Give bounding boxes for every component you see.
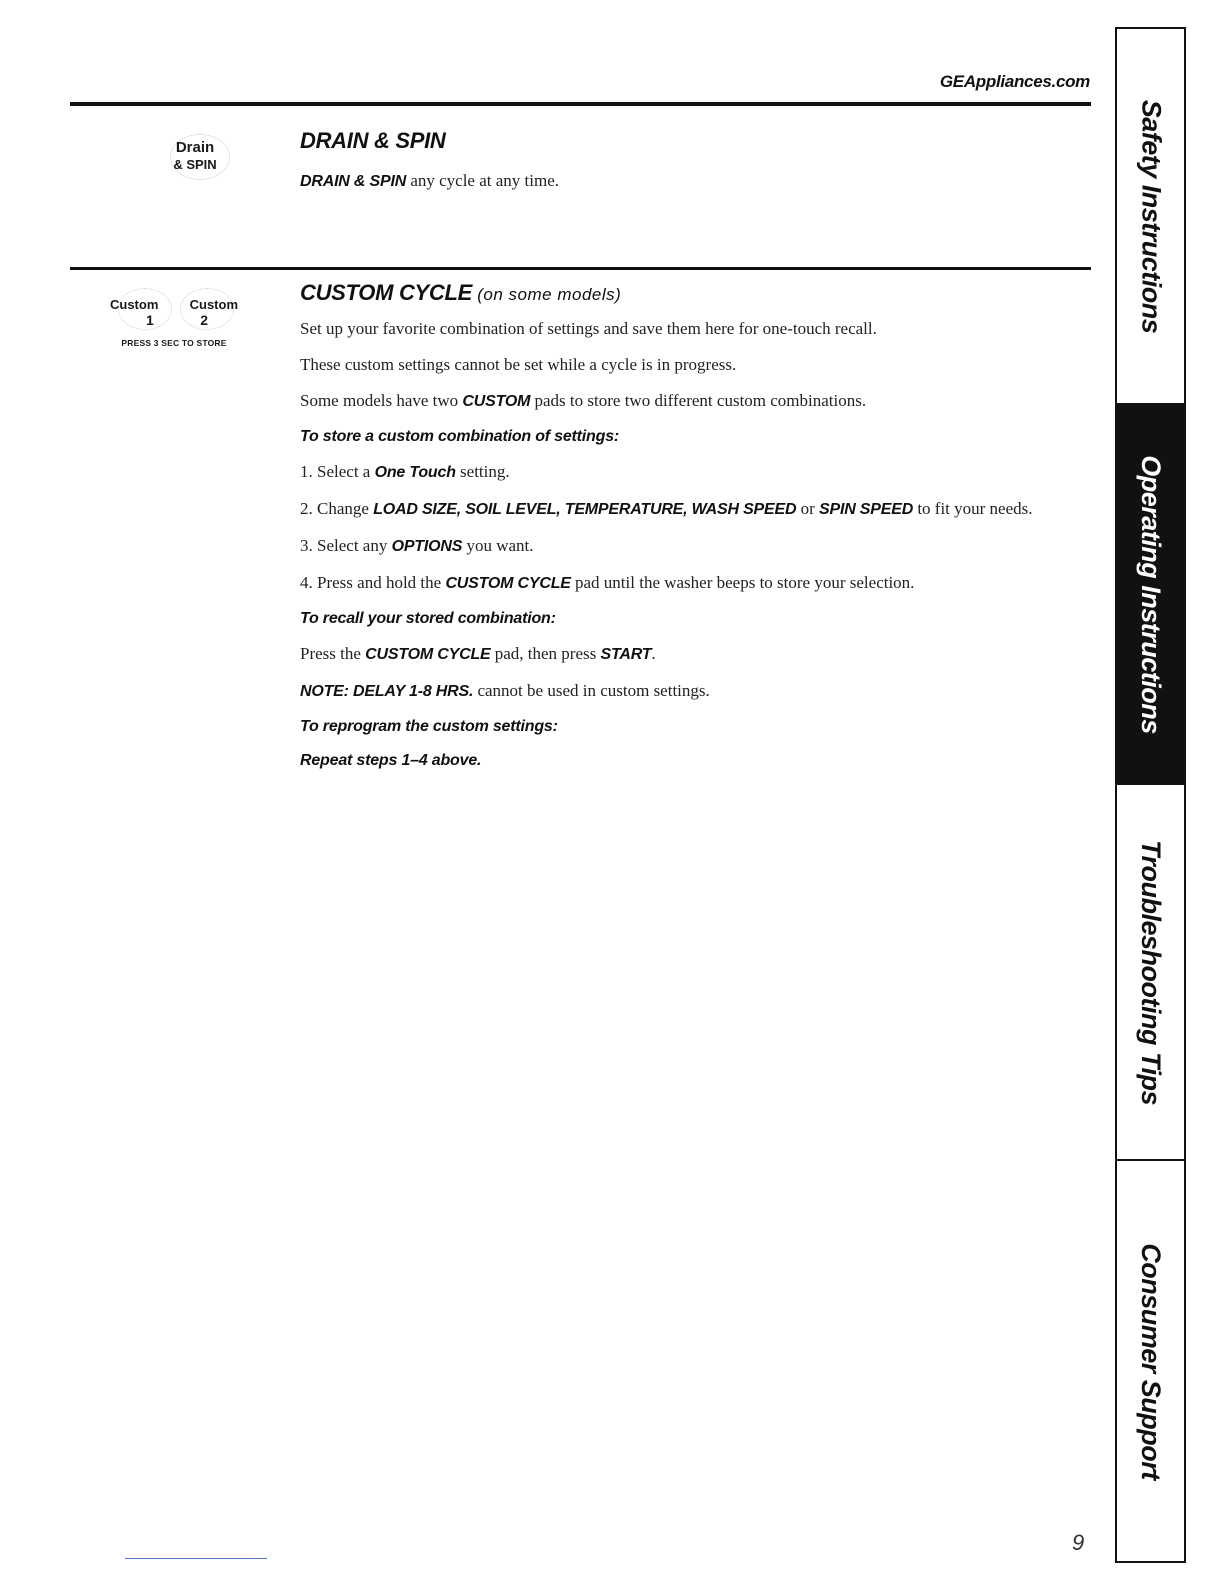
custom-1-number: 1 — [146, 312, 154, 328]
custom-2-number: 2 — [200, 312, 208, 328]
drain-spin-section — [300, 128, 1090, 195]
custom-1-label: Custom — [110, 297, 159, 312]
tab-label: Operating Instructions — [1136, 454, 1166, 734]
recall-instructions: Press the CUSTOM CYCLE pad, then press START. — [300, 644, 656, 663]
custom-pads — [104, 298, 244, 348]
store-heading: To store a custom combination of settings: — [300, 428, 620, 445]
tab-troubleshooting-tips[interactable] — [1117, 785, 1184, 1161]
tab-label: Safety Instructions — [1136, 99, 1166, 333]
step-3: 3. Select any OPTIONS you want. — [300, 536, 534, 555]
drain-spin-body: DRAIN & SPIN any cycle at any time. — [300, 171, 559, 190]
custom-intro: Set up your favorite combination of settings and save them here for one-touch recall. — [300, 319, 877, 338]
custom-2-label: Custom — [189, 297, 238, 312]
tab-label: Consumer Support — [1136, 1242, 1167, 1480]
tab-label: Troubleshooting Tips — [1136, 839, 1166, 1105]
drain-spin-title: DRAIN & SPIN — [300, 128, 446, 153]
drain-pad-label: Drain — [175, 139, 215, 156]
custom-restriction: These custom settings cannot be set while a cycle is in progress. — [300, 355, 737, 374]
tab-safety-instructions[interactable] — [1117, 29, 1184, 405]
recall-heading: To recall your stored combination: — [300, 610, 556, 627]
step-2: 2. Change LOAD SIZE, SOIL LEVEL, TEMPERATURE, WASH SPEED or SPIN SPEED to fit your needs. — [300, 499, 1033, 518]
custom-cycle-section — [300, 280, 1090, 783]
section-tabs — [1115, 27, 1186, 1563]
section-divider — [70, 267, 1091, 270]
footer-rule — [125, 1558, 267, 1559]
custom-cycle-title: CUSTOM CYCLE (on some models) — [300, 280, 622, 305]
tab-operating-instructions[interactable] — [1117, 405, 1184, 785]
step-1: 1. Select a One Touch setting. — [300, 462, 510, 481]
header-rule — [70, 102, 1091, 106]
repeat-steps: Repeat steps 1–4 above. — [300, 752, 482, 769]
delay-note: NOTE: DELAY 1-8 HRS. cannot be used in custom settings. — [300, 681, 710, 700]
custom-two-pads: Some models have two CUSTOM pads to store two different custom combinations. — [300, 391, 867, 410]
spin-pad-label: & SPIN — [173, 157, 217, 172]
drain-spin-pad — [150, 140, 240, 171]
reprogram-heading: To reprogram the custom settings: — [300, 718, 558, 735]
step-4: 4. Press and hold the CUSTOM CYCLE pad until the washer beeps to store your selection. — [300, 573, 915, 592]
tab-consumer-support[interactable] — [1117, 1161, 1184, 1561]
press-to-store-label: PRESS 3 SEC TO STORE — [121, 338, 227, 348]
site-url: GEAppliances.com — [939, 72, 1090, 91]
page-number: 9 — [1072, 1530, 1085, 1555]
